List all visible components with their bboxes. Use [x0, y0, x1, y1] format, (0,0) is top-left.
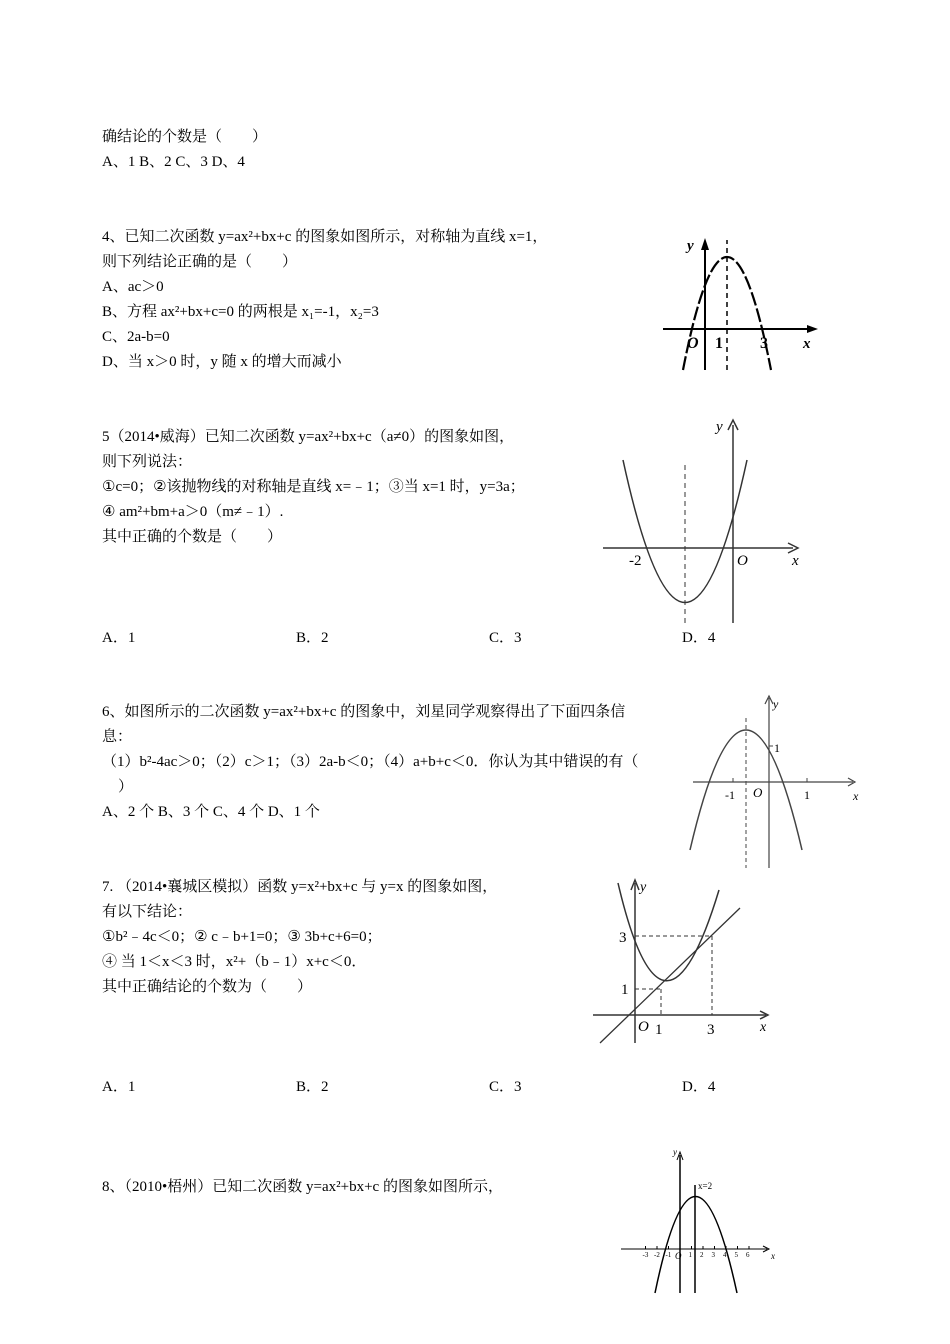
q5-option-b: B．2 — [296, 630, 329, 646]
q7-stem-5: 其中正确结论的个数为（ ） — [102, 979, 313, 995]
q4-tick-3: 3 — [760, 335, 768, 352]
q5-stem-3: ①c=0；②该抛物线的对称轴是直线 x=﹣1；③当 x=1 时，y=3a； — [102, 479, 525, 495]
q6-options: A、2 个 B、3 个 C、4 个 D、1 个 — [102, 804, 320, 820]
q5-tick-neg2: -2 — [629, 553, 642, 569]
q8-tick-label: 3 — [711, 1251, 715, 1259]
q7-tick-y3: 3 — [619, 930, 627, 946]
q8-tick-label: 1 — [688, 1251, 692, 1259]
q5-origin-label: O — [737, 553, 748, 569]
q5-stem: 5（2014•威海）已知二次函数 y=ax²+bx+c（a≠0）的图象如图， — [102, 429, 515, 445]
q7-option-a: A．1 — [102, 1079, 136, 1095]
q4-parabola-figure — [655, 230, 830, 378]
q5-stem-4: ④ am²+bm+a＞0（m≠﹣1）. — [102, 504, 284, 520]
q7-option-c: C．3 — [489, 1079, 522, 1095]
q8-tick-label: -3 — [642, 1251, 649, 1259]
q5-option-d: D．4 — [682, 630, 716, 646]
q4-stem-2: 则下列结论正确的是（ ） — [102, 254, 298, 270]
q4-origin-label: O — [687, 335, 699, 352]
q7-function-figure — [588, 875, 778, 1047]
q7-tick-y1: 1 — [621, 982, 629, 998]
q7-stem-2: 有以下结论： — [102, 904, 193, 920]
q8-tick-label: 2 — [700, 1251, 704, 1259]
q4-x-label: x — [803, 336, 811, 352]
q6-stem-4: ） — [118, 779, 134, 795]
q6-parabola-figure — [685, 690, 865, 872]
q4-option-c: C、2a-b=0 — [102, 329, 170, 345]
q6-x-label: x — [853, 789, 859, 803]
q6-tick-1: 1 — [804, 788, 810, 802]
q4-tick-1: 1 — [715, 335, 723, 352]
q7-stem-3: ①b²﹣4c＜0；② c﹣b+1=0；③ 3b+c+6=0； — [102, 929, 382, 945]
q7-x-label: x — [760, 1020, 767, 1035]
q6-tick-neg1: -1 — [725, 788, 735, 802]
q5-option-c: C．3 — [489, 630, 522, 646]
q4-y-label: y — [687, 238, 694, 254]
q8-parabola-figure — [617, 1145, 782, 1295]
q8-tick-label: 6 — [746, 1251, 750, 1259]
q7-stem-4: ④ 当 1＜x＜3 时，x²+（b﹣1）x+c＜0． — [102, 954, 367, 970]
q8-y-label: y — [673, 1147, 677, 1157]
q3-options: A、1 B、2 C、3 D、4 — [102, 154, 245, 170]
q7-stem: 7. （2014•襄城区模拟）函数 y=x²+bx+c 与 y=x 的图象如图， — [102, 879, 498, 895]
q5-stem-2: 则下列说法： — [102, 454, 193, 470]
q5-stem-5: 其中正确的个数是（ ） — [102, 529, 283, 545]
q8-origin-label: O — [675, 1251, 682, 1261]
q7-y-label: y — [640, 880, 647, 895]
q7-line-y-eq-x — [600, 908, 740, 1043]
q8-tick-label: -2 — [654, 1251, 660, 1259]
q8-parabola — [655, 1197, 737, 1294]
q3-prompt: 确结论的个数是（ ） — [102, 129, 268, 145]
q7-tick-x1: 1 — [655, 1022, 663, 1038]
q5-option-a: A．1 — [102, 630, 136, 646]
q5-parabola-figure — [598, 415, 813, 627]
q4-option-d: D、当 x＞0 时，y 随 x 的增大而减小 — [102, 354, 342, 370]
q6-origin-label: O — [753, 785, 763, 800]
q4-option-b: B、方程 ax²+bx+c=0 的两根是 x₁=-1，x₂=3 — [102, 304, 379, 320]
q8-tick-marks — [643, 1246, 751, 1259]
q8-tick-label: -1 — [665, 1251, 672, 1259]
q6-y-label: y — [773, 697, 779, 711]
q7-tick-x3: 3 — [707, 1022, 715, 1038]
q8-tick-label: 4 — [723, 1251, 727, 1259]
q8-stem: 8、（2010•梧州）已知二次函数 y=ax²+bx+c 的图象如图所示， — [102, 1179, 503, 1195]
q4-option-a: A、ac＞0 — [102, 279, 164, 295]
q8-x-label: x — [771, 1251, 775, 1261]
q6-stem-2: 息： — [102, 729, 133, 745]
q4-x-arrow-icon — [807, 325, 818, 333]
q8-tick-label: 5 — [734, 1251, 738, 1259]
q8-axis-label: x=2 — [698, 1181, 713, 1191]
q6-tick-y1: 1 — [774, 741, 780, 755]
q7-origin-label: O — [638, 1019, 649, 1035]
q5-y-label: y — [716, 419, 723, 435]
q4-y-arrow-icon — [701, 238, 709, 250]
q6-stem: 6、如图所示的二次函数 y=ax²+bx+c 的图象中，刘星同学观察得出了下面四条信 — [102, 704, 626, 720]
q6-stem-3: （1）b²-4ac＞0；（2）c＞1；（3）2a-b＜0；（4）a+b+c＜0．你认为其中错误的有（ — [102, 754, 639, 770]
q7-option-d: D．4 — [682, 1079, 716, 1095]
q4-stem: 4、已知二次函数 y=ax²+bx+c 的图象如图所示，对称轴为直线 x=1， — [102, 229, 548, 245]
q7-parabola — [618, 883, 719, 981]
q7-option-b: B．2 — [296, 1079, 329, 1095]
q5-x-label: x — [792, 553, 799, 569]
